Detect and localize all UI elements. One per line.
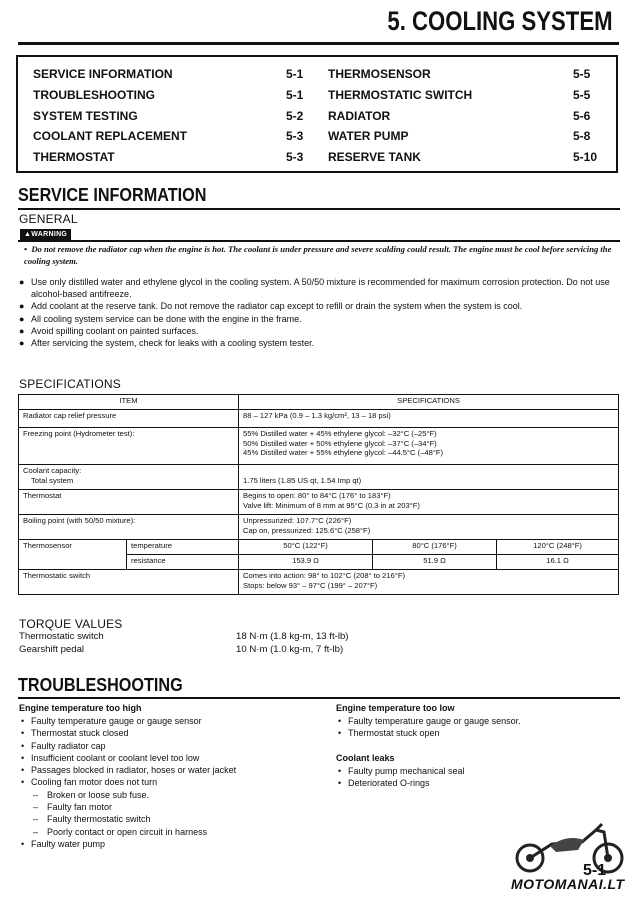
spec-value <box>239 465 619 490</box>
toc-label: COOLANT REPLACEMENT <box>33 129 187 143</box>
list-item <box>338 765 618 777</box>
list-item <box>19 337 619 349</box>
specifications-heading: SPECIFICATIONS <box>19 377 121 391</box>
list-item-text: Deteriorated O-rings <box>348 778 430 789</box>
spec-item: Radiator cap relief pressure <box>19 410 239 428</box>
column-header-item: ITEM <box>19 395 239 410</box>
chapter-title: 5. COOLING SYSTEM <box>387 6 613 36</box>
dash-icon: – <box>33 802 39 813</box>
toc-page: 5-6 <box>573 109 591 123</box>
list-item-text: Faulty fan motor <box>47 802 113 813</box>
list-item-text: Faulty pump mechanical seal <box>348 766 465 776</box>
spec-line: 55% Distilled water + 45% ethylene glycol: –32°C (–25°F) <box>243 429 437 438</box>
table-row <box>19 540 619 555</box>
temp-too-low-list <box>338 715 618 740</box>
section-title-service-information: SERVICE INFORMATION <box>18 185 207 205</box>
spec-value: 88 – 127 kPa (0.9 – 1.3 kg/cm², 13 – 18 psi) <box>239 410 619 428</box>
sub-list-item <box>21 826 321 838</box>
dash-icon: – <box>33 826 39 837</box>
list-item <box>338 715 618 727</box>
watermark-text: MOTOMANAI.LT <box>511 876 625 892</box>
temp-too-high-heading: Engine temperature too high <box>19 703 142 713</box>
list-item-text: After servicing the system, check for leaks with a cooling system tester. <box>31 338 315 349</box>
table-row <box>19 465 619 490</box>
table-row <box>19 515 619 540</box>
spec-line: Cap on, pressurized: 125.6°C (258°F) <box>243 525 371 535</box>
toc-page: 5-5 <box>573 88 591 102</box>
list-item-text: Insufficient coolant or coolant level too low <box>31 752 200 763</box>
table-row <box>19 410 619 428</box>
toc-page: 5-8 <box>573 129 591 143</box>
coolant-leaks-heading: Coolant leaks <box>336 753 395 763</box>
spec-value: 50°C (122°F) <box>239 540 373 555</box>
bullet-icon: ● <box>19 301 25 312</box>
spec-item-label: Coolant capacity: <box>23 466 82 475</box>
table-of-contents <box>16 55 618 173</box>
bullet-icon: • <box>338 778 342 789</box>
list-item <box>21 752 321 764</box>
list-item-text: Thermostat stuck closed <box>31 728 129 739</box>
toc-label: RESERVE TANK <box>328 150 421 164</box>
table-row <box>19 570 619 595</box>
spec-line: Valve lift: Minimum of 8 mm at 95°C (0.3 in at 203°F) <box>243 500 420 510</box>
toc-page: 5-3 <box>286 150 304 164</box>
spec-line: 50% Distilled water + 50% ethylene glycol: –37°C (–34°F) <box>243 438 437 448</box>
spec-value: 16.1 Ω <box>497 555 619 570</box>
list-item <box>19 300 619 312</box>
spec-item: Freezing point (Hydrometer test): <box>19 428 239 465</box>
spec-line: Unpressurized: 107.7°C (226°F) <box>243 516 352 525</box>
list-item-text: Faulty temperature gauge or gauge sensor <box>31 716 202 726</box>
spec-line: Begins to open: 80° to 84°C (176° to 183°F) <box>243 491 391 500</box>
warning-bullet: • <box>24 244 32 254</box>
general-bullets <box>19 276 619 349</box>
dash-icon: – <box>33 814 39 825</box>
general-heading: GENERAL <box>19 212 78 226</box>
torque-item: Thermostatic switch <box>19 631 104 642</box>
bullet-icon: ● <box>19 338 25 349</box>
sub-list-item <box>21 801 321 813</box>
spec-item-sublabel: Total system <box>31 475 74 485</box>
toc-label: RADIATOR <box>328 109 391 123</box>
bullet-icon: ● <box>19 277 25 287</box>
warning-triangle-icon: ▲ <box>24 231 32 238</box>
list-item <box>21 764 321 776</box>
bullet-icon: • <box>338 728 342 739</box>
spec-line: Stops: below 93° – 97°C (199° – 207°F) <box>243 580 378 590</box>
table-row <box>19 428 619 465</box>
list-item-text: Thermostat stuck open <box>348 728 440 739</box>
temp-too-low-heading: Engine temperature too low <box>336 703 455 713</box>
spec-item: Thermostat <box>19 490 239 515</box>
bullet-icon: • <box>21 765 25 776</box>
toc-label: SYSTEM TESTING <box>33 109 138 123</box>
bullet-icon: • <box>338 766 342 776</box>
spec-value <box>239 490 619 515</box>
list-item <box>19 313 619 325</box>
list-item-text: Cooling fan motor does not turn <box>31 777 158 788</box>
list-item-text: Faulty radiator cap <box>31 740 106 751</box>
toc-page: 5-3 <box>286 129 304 143</box>
spec-value: 80°C (176°F) <box>373 540 497 555</box>
table-row <box>19 490 619 515</box>
toc-page: 5-5 <box>573 67 591 81</box>
list-item <box>21 838 321 850</box>
list-item <box>21 776 321 788</box>
warning-rule <box>18 240 620 242</box>
list-item-text: Use only distilled water and ethylene glycol in the cooling system. A 50/50 mixture is recommended for maximum corrosion protection. Do not use alcohol-based antifreeze. <box>31 277 610 300</box>
bullet-icon: • <box>21 740 25 751</box>
section-title-troubleshooting: TROUBLESHOOTING <box>18 675 183 695</box>
spec-value: 153.9 Ω <box>239 555 373 570</box>
sub-list-item <box>21 789 321 801</box>
section-rule <box>18 208 620 210</box>
motorcycle-logo-icon <box>512 822 630 878</box>
warning-label: WARNING <box>31 231 68 238</box>
toc-page: 5-1 <box>286 88 304 102</box>
spec-line: Comes into action: 98° to 102°C (208° to 216°F) <box>243 571 406 580</box>
spec-item: Boiling point (with 50/50 mixture): <box>19 515 239 540</box>
list-item <box>338 727 618 739</box>
list-item-text: Add coolant at the reserve tank. Do not remove the radiator cap except to refill or drain the system when the system is cool. <box>31 301 523 312</box>
torque-values-heading: TORQUE VALUES <box>19 617 123 631</box>
list-item-text: Broken or loose sub fuse. <box>47 789 150 800</box>
list-item <box>338 777 618 789</box>
spec-line: 1.75 liters (1.85 US qt, 1.54 Imp qt) <box>243 475 362 485</box>
bullet-icon: ● <box>19 325 25 336</box>
list-item-text: Passages blocked in radiator, hoses or water jacket <box>31 765 237 776</box>
list-item-text: Avoid spilling coolant on painted surfaces. <box>31 325 199 336</box>
header-rule <box>18 42 619 45</box>
list-item <box>19 276 619 300</box>
toc-label: SERVICE INFORMATION <box>33 67 173 81</box>
warning-body: Do not remove the radiator cap when the engine is hot. The coolant is under pressure and severe scalding could result. The engine must be cool before servicing the cooling system. <box>24 244 612 266</box>
spec-subitem: temperature <box>127 540 239 555</box>
list-item-text: All cooling system service can be done with the engine in the frame. <box>31 313 302 324</box>
toc-page: 5-1 <box>286 67 304 81</box>
spec-item: Thermostatic switch <box>19 570 239 595</box>
sub-list-item <box>21 813 321 825</box>
section-rule <box>18 697 620 699</box>
bullet-icon: • <box>338 716 342 726</box>
list-item <box>21 740 321 752</box>
spec-value <box>239 570 619 595</box>
bullet-icon: • <box>21 838 25 849</box>
specifications-table <box>18 394 619 595</box>
toc-label: TROUBLESHOOTING <box>33 88 155 102</box>
dash-icon: – <box>33 789 39 800</box>
temp-too-high-list <box>21 715 321 850</box>
list-item <box>21 727 321 739</box>
list-item-text: Faulty temperature gauge or gauge sensor. <box>348 716 521 726</box>
spec-value: 51.9 Ω <box>373 555 497 570</box>
toc-page: 5-2 <box>286 109 304 123</box>
table-header-row <box>19 395 619 410</box>
bullet-icon: • <box>21 777 25 788</box>
page-number: 5-1 <box>583 862 607 879</box>
spec-subitem: resistance <box>127 555 239 570</box>
list-item-text: Poorly contact or open circuit in harness <box>47 826 208 837</box>
toc-page: 5-10 <box>573 150 598 164</box>
list-item-text: Faulty water pump <box>31 838 106 849</box>
spec-value <box>239 515 619 540</box>
toc-label: THERMOSTAT <box>33 150 115 164</box>
coolant-leaks-list <box>338 765 618 790</box>
torque-value: 18 N·m (1.8 kg-m, 13 ft-lb) <box>236 631 349 642</box>
toc-label: THERMOSENSOR <box>328 67 431 81</box>
bullet-icon: • <box>21 716 25 726</box>
spec-item <box>19 465 239 490</box>
torque-value: 10 N·m (1.0 kg-m, 7 ft-lb) <box>236 644 344 655</box>
list-item <box>21 715 321 727</box>
toc-label: WATER PUMP <box>328 129 409 143</box>
list-item <box>19 325 619 337</box>
bullet-icon: • <box>21 728 25 739</box>
warning-text <box>24 243 620 267</box>
warning-badge <box>20 229 71 240</box>
spec-line: 45% Distilled water + 55% ethylene glycol: –44.5°C (–48°F) <box>243 448 444 458</box>
spec-value <box>239 428 619 465</box>
spec-item: Thermosensor <box>19 540 127 570</box>
column-header-specifications: SPECIFICATIONS <box>239 395 619 410</box>
toc-label: THERMOSTATIC SWITCH <box>328 88 473 102</box>
list-item-text: Faulty thermostatic switch <box>47 814 151 825</box>
torque-item: Gearshift pedal <box>19 644 85 655</box>
bullet-icon: • <box>21 752 25 763</box>
bullet-icon: ● <box>19 313 25 324</box>
spec-value: 120°C (248°F) <box>497 540 619 555</box>
